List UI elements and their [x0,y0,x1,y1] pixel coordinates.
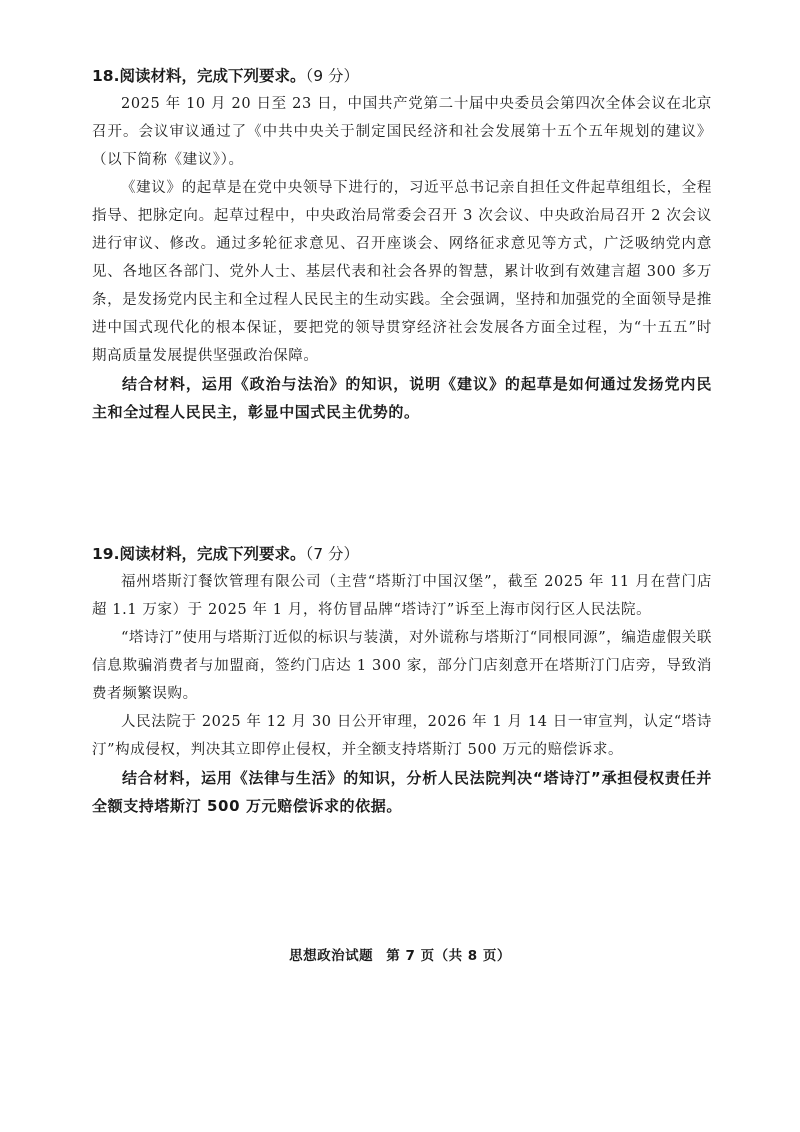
question-18-title-text: 18.阅读材料，完成下列要求。 [92,67,306,85]
question-18 [92,62,712,426]
page-footer [0,944,800,964]
question-19-title-text: 19.阅读材料，完成下列要求。 [92,545,306,563]
footer-subject: 思想政治试题 [289,948,374,964]
footer-page-number: 第 7 页（共 8 页） [386,948,511,964]
question-19-material-1: 福州塔斯汀餐饮管理有限公司（主营“塔斯汀中国汉堡”，截至 2025 年 11 月在营门店超 1.1 万家）于 2025 年 1 月，将仿冒品牌“塔诗汀”诉至上海市闵行区人民法院。 [92,574,712,618]
question-19-score: （7 分） [305,545,360,563]
question-19-title [92,540,712,568]
question-19-material-2: “塔诗汀”使用与塔斯汀近似的标识与装潢，对外谎称与塔斯汀“同根同源”，编造虚假关联信息欺骗消费者与加盟商，签约门店达 1 300 家，部分门店刻意开在塔斯汀门店旁，导致消费者频繁误购。 [92,630,712,702]
question-18-material-2: 《建议》的起草是在党中央领导下进行的，习近平总书记亲自担任文件起草组组长，全程指导、把脉定向。起草过程中，中央政治局常委会召开 3 次会议、中央政治局召开 2 次会议进行审议、修改。通过多轮征求意见、召开座谈会、网络征求意见等方式，广泛吸纳党内意见、各地区各部门、党外人士、基层代表和社会各界的智慧，累计收到有效建言超 300 多万条，是发扬党内民主和全过程人民民主的生动实践。全会强调，坚持和加强党的全面领导是推进中国式现代化的根本保证，要把党的领导贯穿经济社会发展各方面全过程，为“十五五”时期高质量发展提供坚强政治保障。 [92,180,712,364]
question-19 [92,540,712,820]
question-18-material-1: 2025 年 10 月 20 日至 23 日，中国共产党第二十届中央委员会第四次全体会议在北京召开。会议审议通过了《中共中央关于制定国民经济和社会发展第十五个五年规划的建议》（以下简称《建议》）。 [92,96,712,168]
question-18-score: （9 分） [305,67,360,85]
question-18-task: 结合材料，运用《政治与法治》的知识，说明《建议》的起草是如何通过发扬党内民主和全过程人民民主，彰显中国式民主优势的。 [92,375,712,421]
question-19-material-3: 人民法院于 2025 年 12 月 30 日公开审理，2026 年 1 月 14 日一审宣判，认定“塔诗汀”构成侵权，判决其立即停止侵权，并全额支持塔斯汀 500 万元的赔偿诉求。 [92,714,712,758]
question-19-task: 结合材料，运用《法律与生活》的知识，分析人民法院判决“塔诗汀”承担侵权责任并全额支持塔斯汀 500 万元赔偿诉求的依据。 [92,769,712,815]
question-18-title [92,62,712,90]
